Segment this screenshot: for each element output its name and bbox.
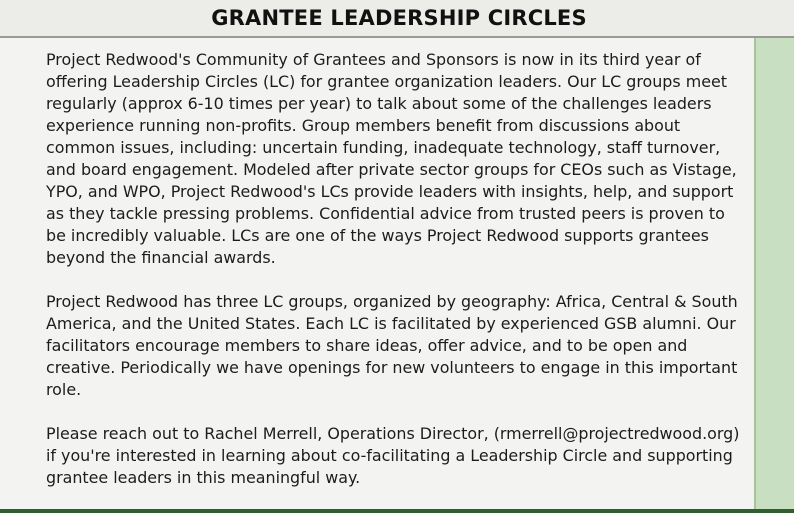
page-title: GRANTEE LEADERSHIP CIRCLES — [211, 6, 587, 30]
bottom-margin — [0, 513, 794, 527]
intro-paragraph: Project Redwood's Community of Grantees and Sponsors is now in its third year of offering Leadership Circles (LC) for grantee organization leaders. Our LC groups meet regularly (approx 6-10 times per year) to talk about some of the challenges leaders experience running non-profits. Group members benefit from discussions about common issues, including: uncertain funding, inadequate technology, staff turnover, and board engagement. Modeled after private sector groups for CEOs such as Vistage, YPO, and WPO, Project Redwood's LCs provide leaders with insights, help, and support as they tackle pressing problems. Confidential advice from trusted peers is proven to be incredibly valuable. LCs are one of the ways Project Redwood supports grantees beyond the financial awards. — [46, 50, 737, 267]
content-panel — [0, 38, 754, 509]
title-bar — [0, 0, 794, 38]
decorative-side-panel — [754, 38, 794, 509]
groups-paragraph: Project Redwood has three LC groups, organized by geography: Africa, Central & South America, and the United States. Each LC is facilitated by experienced GSB alumni. Our facilitators encourage members to share ideas, offer advice, and to be open and creative. Periodically we have openings for new volunteers to engage in this important role. — [46, 292, 738, 399]
contact-paragraph: Please reach out to Rachel Merrell, Operations Director, (rmerrell@projectredwood.org) if you're interested in learning about co-facilitating a Leadership Circle and supporting grantee leaders in this meaningful way. — [46, 424, 740, 487]
